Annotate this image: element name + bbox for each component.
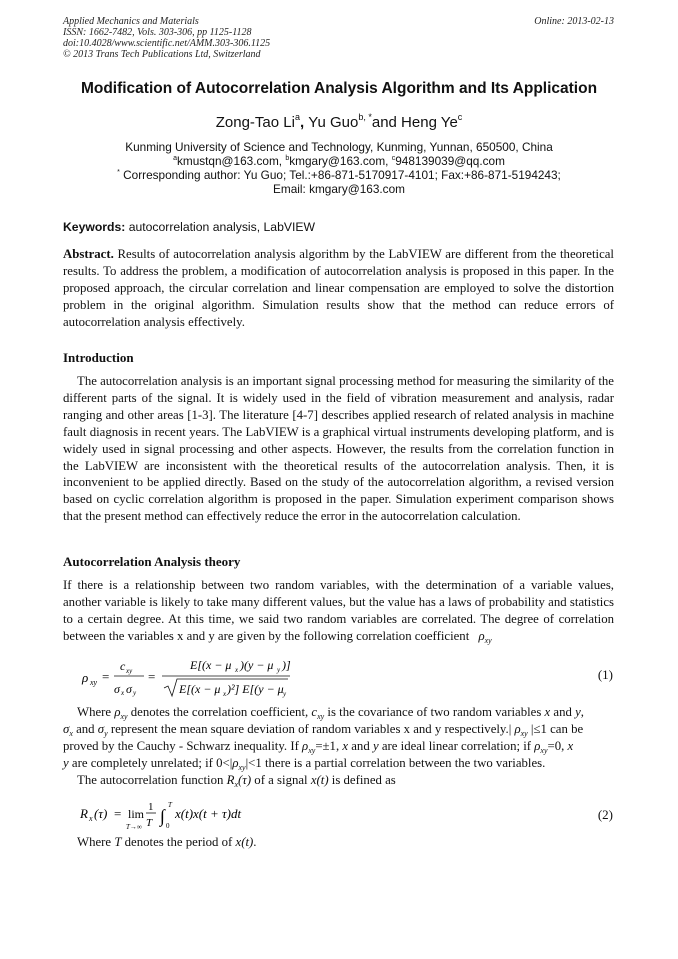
equation-2-number: (2) bbox=[597, 807, 613, 822]
svg-text:x: x bbox=[223, 690, 227, 698]
where1-a: Where bbox=[77, 705, 115, 719]
email-b: kmgary@163.com, bbox=[289, 154, 392, 168]
svg-text:E[(x − μ: E[(x − μ bbox=[179, 682, 221, 696]
where1-c: is the covariance of two random variables bbox=[324, 705, 545, 719]
where1-d: and bbox=[550, 705, 576, 719]
svg-text:0: 0 bbox=[166, 822, 170, 830]
author-1: Zong-Tao Li bbox=[215, 114, 295, 131]
where1-e: , bbox=[580, 705, 584, 719]
svg-text:y: y bbox=[277, 666, 281, 674]
where1-l2c: |≤1 can be bbox=[527, 721, 584, 736]
cxy-symbol: c bbox=[311, 705, 318, 719]
intro-paragraph: The autocorrelation analysis is an important signal processing method for measuring the similarity of the different parts of the signal. It is widely used in the field of vibration measurement and analysis, radar ranging and other areas [1-3]. The literature [4-7] describes applied research of related analysis in machine fault diagnosis in recent years. The LabVIEW is a graphical virtual instruments developing platform, and is widely used in signal processing and other aspects. However, the results from the correlation function in the LabVIEW are inconsistent with the theoretical results of the autocorrelation analysis. Then, it is inconvenient to be applied directly. Based on the study of the autocorrelation algorithm, a revised version based on cyclic correlation algorithm is proposed in the paper. Simulation experiment comparison shows that the present method can effectively reduce the error in the autocorrelation calculation. bbox=[63, 374, 614, 524]
cxy-sub: xy bbox=[317, 712, 325, 721]
xt-symbol-2: x(t) bbox=[235, 835, 254, 849]
where1-l4c: |<1 there is a partial correlation between the two variables. bbox=[245, 755, 546, 770]
svg-text:x: x bbox=[89, 814, 93, 823]
email-a: kmustqn@163.com, bbox=[176, 154, 286, 168]
rho-symbol: ρ bbox=[478, 628, 485, 643]
where1-l2b: represent the mean square deviation of random variables x and y respectively.| bbox=[107, 721, 515, 736]
svg-text:lim: lim bbox=[128, 807, 145, 821]
equation-1-number: (1) bbox=[597, 667, 613, 682]
where1-l3c: and bbox=[348, 738, 373, 753]
svg-text:c: c bbox=[120, 659, 126, 673]
keywords-text: autocorrelation analysis, LabVIEW bbox=[125, 220, 315, 234]
rho-inline-4: ρ bbox=[534, 738, 541, 753]
rho-inline-1: ρ bbox=[114, 705, 121, 719]
svg-text:E[(x − μ: E[(x − μ bbox=[190, 658, 232, 672]
auto-def-b: of a signal bbox=[251, 772, 311, 787]
where1-l3b: =±1, bbox=[315, 738, 343, 753]
where1-b: denotes the correlation coefficient, bbox=[127, 705, 312, 719]
sigma-x: σ bbox=[63, 721, 70, 736]
svg-text:1: 1 bbox=[148, 801, 154, 813]
where2-c: . bbox=[253, 835, 257, 849]
where1-l3d: are ideal linear correlation; if bbox=[378, 738, 535, 753]
svg-text:σ: σ bbox=[114, 682, 120, 696]
svg-text:x: x bbox=[121, 689, 125, 697]
rho-inline-3: ρ bbox=[302, 738, 309, 753]
rho-inline-2-sub: xy bbox=[520, 728, 528, 738]
equation-2 bbox=[78, 798, 278, 834]
svg-text:=: = bbox=[148, 669, 156, 684]
sigma-y-sub: y bbox=[104, 728, 108, 738]
author-list: Zong-Tao Li$^a$, Yu Guo$^{b, *}$and Heng Ye$^c$ bbox=[215, 112, 463, 131]
email-sup-a: a bbox=[173, 155, 177, 162]
email-line bbox=[40, 154, 638, 168]
keywords bbox=[63, 219, 614, 236]
svg-text:T: T bbox=[146, 817, 153, 829]
where1-l2a: and bbox=[72, 721, 98, 736]
theory-text: If there is a relationship between two random variables, with the determination of a variable values, another variable is likely to take many different values, but the value has a laws of probability and statistics to a certain degree. At this time, we said two random variables are correlated. The degree of correlation between the variables x and y are given by the following correlation coefficient bbox=[63, 578, 614, 643]
rho-inline-5-sub: xy bbox=[238, 762, 246, 772]
where2-a: Where bbox=[77, 835, 115, 849]
x-symbol-2: x bbox=[342, 738, 349, 753]
svg-text:=: = bbox=[102, 669, 110, 684]
svg-text:ρ: ρ bbox=[82, 670, 89, 685]
affiliation bbox=[40, 140, 638, 196]
auto-def-a: The autocorrelation function bbox=[77, 772, 227, 787]
header-line-1: Applied Mechanics and Materials bbox=[63, 16, 199, 27]
affiliation-line: Kunming University of Science and Technology, Kunming, Yunnan, 650500, China bbox=[125, 140, 553, 154]
svg-text:=: = bbox=[114, 806, 122, 821]
y-symbol-3: y bbox=[63, 755, 69, 770]
rho-subscript: xy bbox=[484, 635, 492, 645]
paper-title: Modification of Autocorrelation Analysis Algorithm and Its Application bbox=[80, 80, 598, 97]
Rx-sub: x bbox=[234, 779, 238, 789]
where1-l3e: =0, bbox=[547, 738, 568, 753]
svg-text:σ: σ bbox=[126, 682, 132, 696]
where-2-paragraph bbox=[63, 834, 614, 851]
abstract-text: Results of autocorrelation analysis algorithm by the LabVIEW are different from the theoretical results. To address the problem, a modification of autocorrelation analysis is proposed in this paper. In the proposed approach, the circular correlation and linear compensation are employed to solve the distortion problem in the original algorithm. Simulation results show that the method can reduce errors of autocorrelation analysis effectively. bbox=[63, 247, 614, 329]
svg-text:R: R bbox=[80, 806, 88, 821]
y-symbol-2: y bbox=[372, 738, 379, 753]
rho-inline-4-sub: xy bbox=[540, 745, 548, 755]
svg-text:xy: xy bbox=[90, 678, 98, 687]
header-line-2: ISSN: 1662-7482, Vols. 303-306, pp 1125-1128 bbox=[63, 27, 252, 38]
header-line-3: doi:10.4028/www.scientific.net/AMM.303-306.1125 bbox=[63, 38, 271, 49]
T-symbol: T bbox=[114, 835, 122, 849]
theory-heading: Autocorrelation Analysis theory bbox=[63, 554, 241, 569]
svg-text:y: y bbox=[283, 690, 287, 698]
author-1-sup: a bbox=[294, 112, 300, 122]
svg-text:xy: xy bbox=[126, 667, 133, 675]
x-symbol: x bbox=[544, 705, 551, 719]
corr-sup: * bbox=[117, 169, 120, 176]
online-date: Online: 2013-02-13 bbox=[534, 16, 614, 27]
theory-paragraph bbox=[63, 577, 614, 645]
keywords-label: Keywords: bbox=[63, 220, 126, 234]
where1-l4b: are completely unrelated; if 0<| bbox=[68, 755, 233, 770]
rho-inline-5: ρ bbox=[232, 755, 239, 770]
email-sup-b: b bbox=[285, 155, 290, 162]
sigma-y: σ bbox=[97, 721, 105, 736]
author-3: and Heng Ye bbox=[371, 114, 458, 131]
auto-def-c: is defined as bbox=[328, 772, 396, 787]
sigma-x-sub: x bbox=[69, 728, 73, 738]
svg-text:y: y bbox=[133, 689, 137, 697]
corr-email-line: Email: kmgary@163.com bbox=[273, 182, 405, 196]
svg-text:x: x bbox=[235, 666, 239, 674]
author-2-sup: b, * bbox=[358, 112, 372, 122]
email-c: 948139039@qq.com bbox=[395, 154, 505, 168]
svg-text:∫: ∫ bbox=[160, 806, 165, 826]
abstract bbox=[63, 246, 614, 331]
Rx-symbol: R bbox=[226, 772, 235, 787]
svg-text:)(y − μ: )(y − μ bbox=[240, 658, 274, 672]
svg-text:)²] E[(y − μ: )²] E[(y − μ bbox=[227, 682, 284, 696]
svg-text:x(t)x(t + τ)dt: x(t)x(t + τ)dt bbox=[175, 806, 242, 821]
equation-1 bbox=[80, 652, 300, 700]
abstract-label: Abstract. bbox=[63, 247, 114, 261]
email-sup-c: c bbox=[391, 155, 396, 162]
intro-heading: Introduction bbox=[63, 350, 134, 365]
corresponding-line bbox=[40, 168, 638, 182]
svg-text:)]: )] bbox=[282, 658, 291, 672]
header-line-4: © 2013 Trans Tech Publications Ltd, Switzerland bbox=[63, 49, 261, 60]
svg-text:T: T bbox=[168, 801, 172, 809]
xt-symbol: x(t) bbox=[310, 772, 329, 787]
rho-inline-1-sub: xy bbox=[120, 712, 128, 721]
svg-text:(τ): (τ) bbox=[94, 806, 108, 821]
where2-b: denotes the period of bbox=[121, 835, 236, 849]
author-2: Yu Guo bbox=[308, 114, 359, 131]
x-symbol-3: x bbox=[567, 738, 574, 753]
y-symbol: y bbox=[575, 705, 581, 719]
journal-header bbox=[63, 16, 270, 60]
where1-l3: proved by the Cauchy - Schwarz inequality. If bbox=[63, 738, 303, 753]
corr-text: Corresponding author: Yu Guo; Tel.:+86-871-5170917-4101; Fax:+86-871-5194243; bbox=[119, 168, 561, 182]
tau-symbol: (τ) bbox=[238, 772, 252, 787]
where-1-paragraph bbox=[63, 704, 614, 789]
rho-inline-2: ρ bbox=[514, 721, 521, 736]
svg-text:T→∞: T→∞ bbox=[126, 823, 142, 831]
rho-inline-3-sub: xy bbox=[308, 745, 316, 755]
author-3-sup: c bbox=[457, 112, 463, 122]
